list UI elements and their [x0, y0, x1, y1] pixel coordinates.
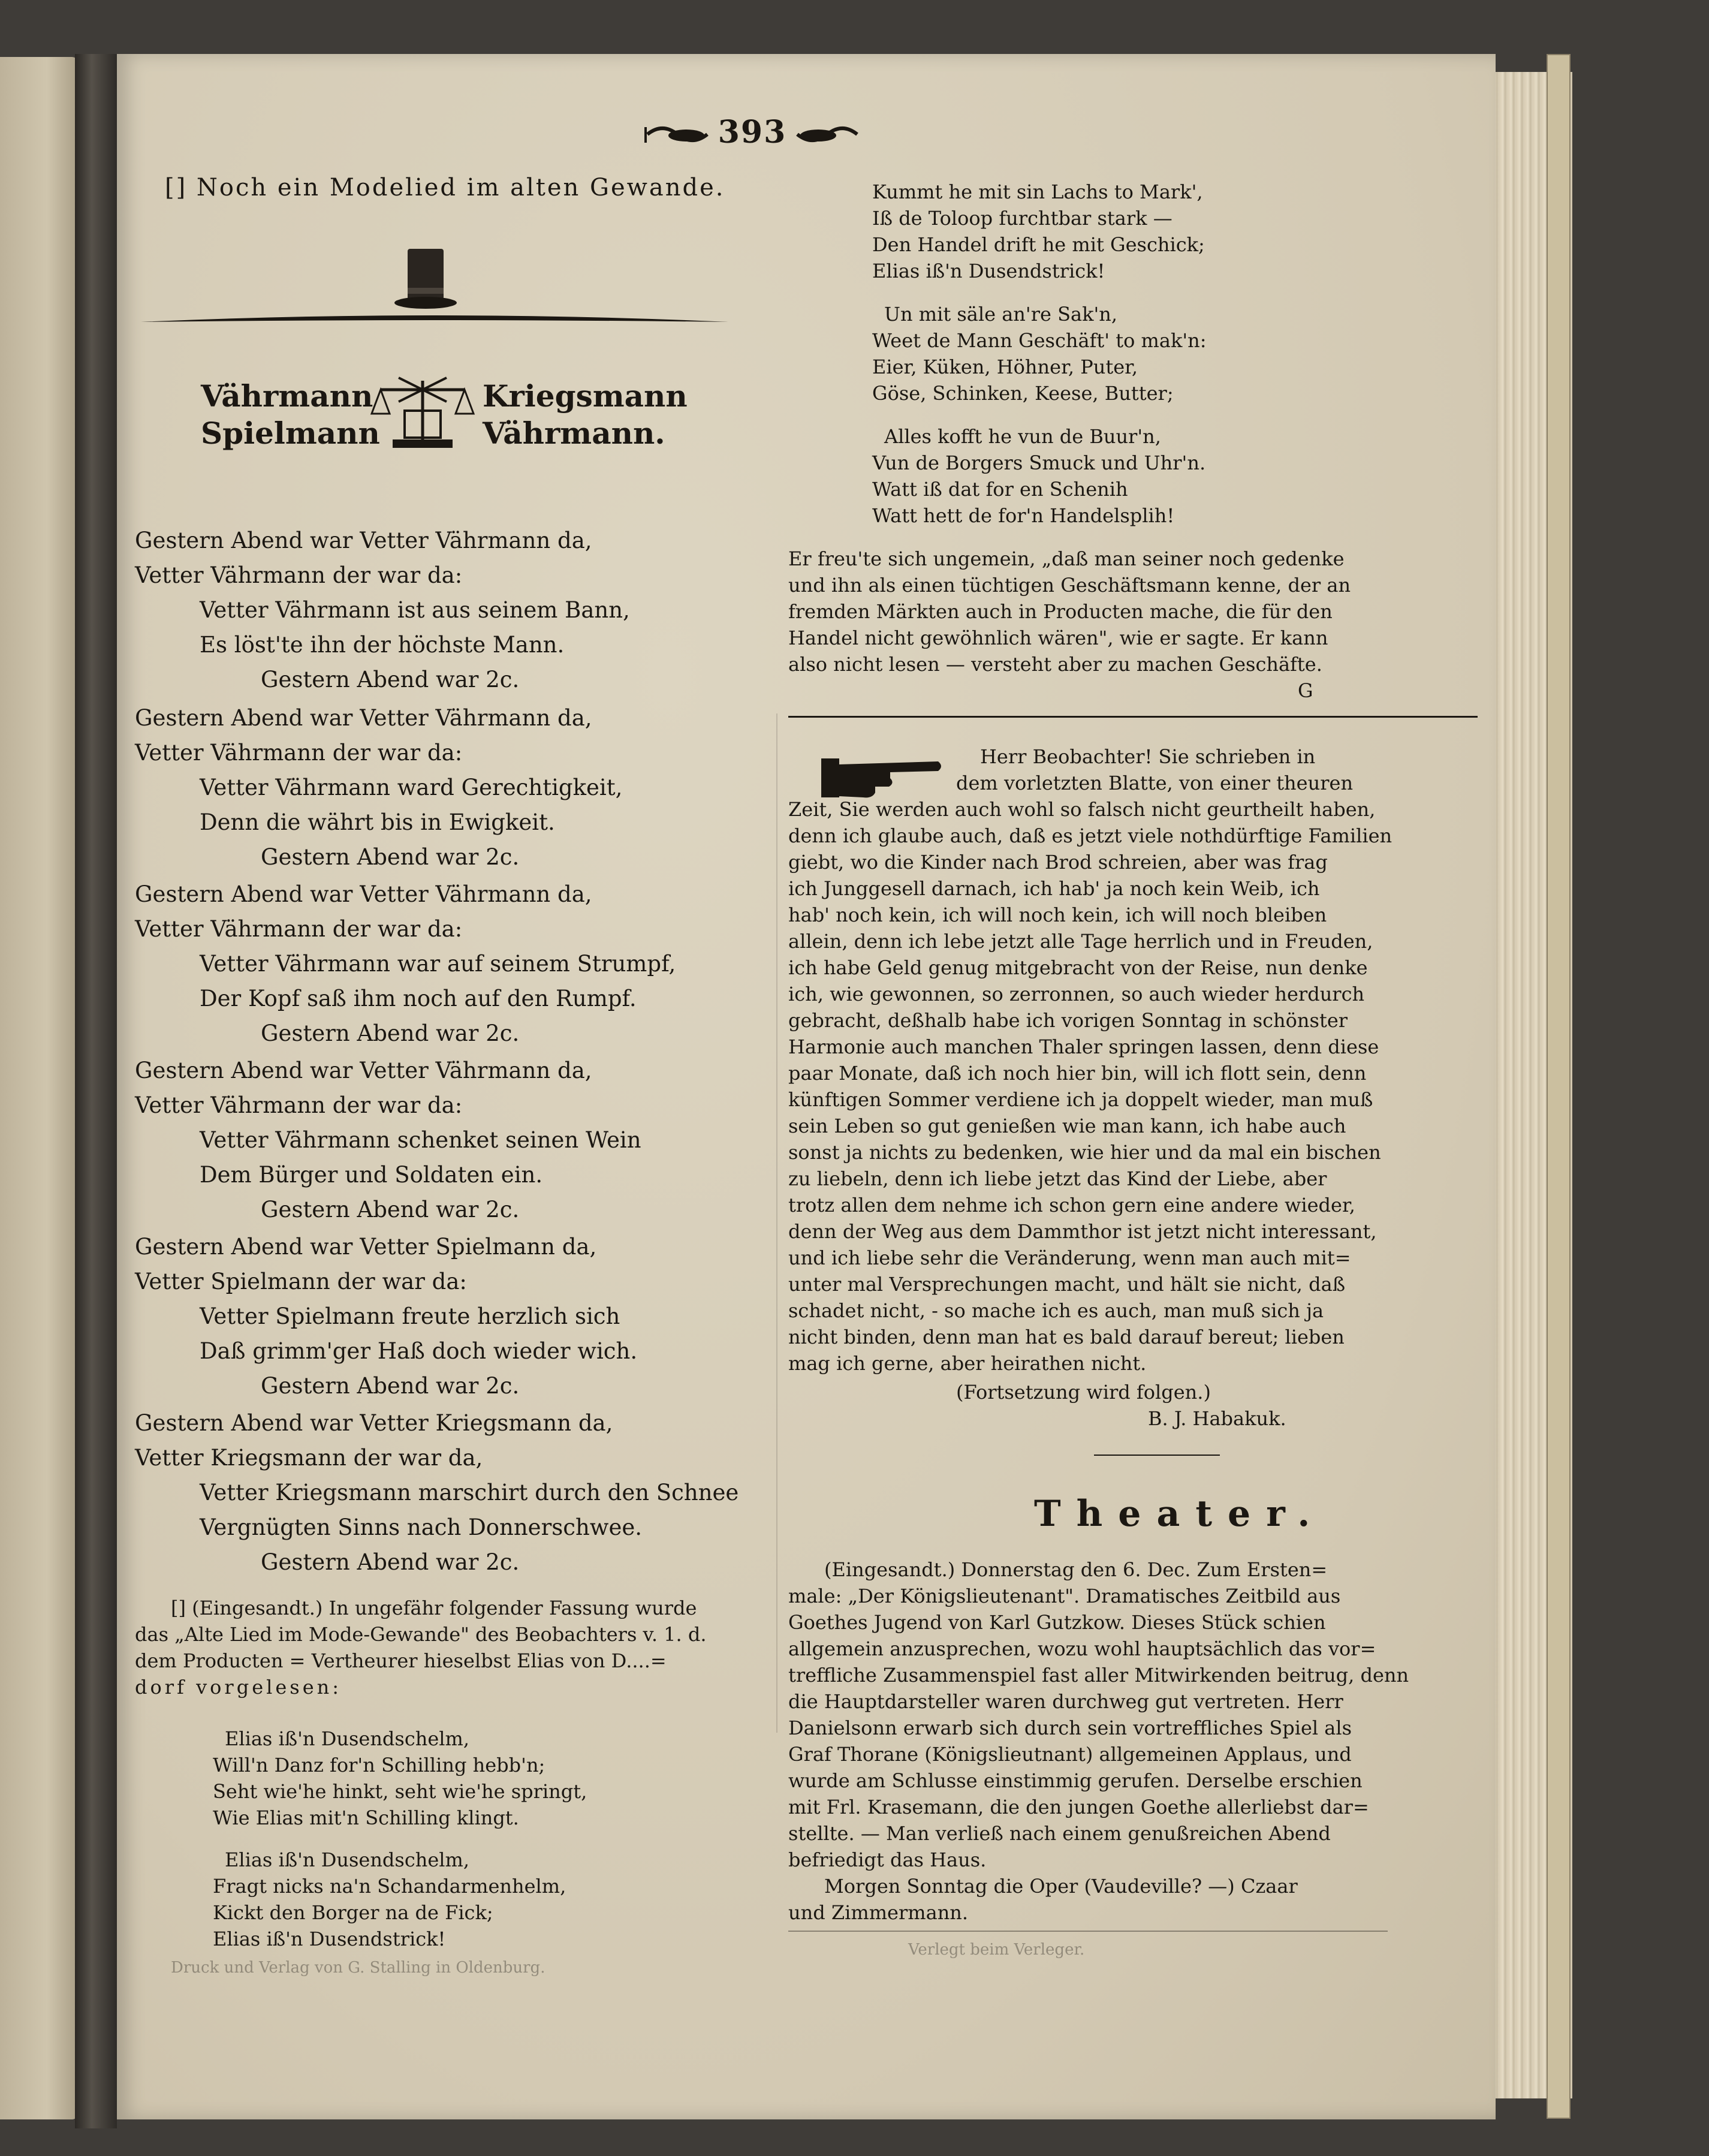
stanza-line: Vetter Vährmann der war da: [135, 562, 463, 588]
adjacent-page-edge [0, 57, 78, 2119]
stanza-line: Vetter Vährmann ward Gerechtigkeit, [200, 775, 623, 800]
letter-line: ich, wie gewonnen, so zerronnen, so auch wieder herdurch [788, 983, 1365, 1005]
top-hat-icon [393, 246, 459, 312]
stanza-refrain: Gestern Abend war 2c. [261, 1549, 520, 1575]
verse-line: Wie Elias mit'n Schilling klingt. [213, 1806, 519, 1829]
verse-line: Elias iß'n Dusendstrick! [872, 260, 1105, 282]
stanza-line: Vetter Spielmann der war da: [135, 1269, 467, 1294]
verse-line: Weet de Mann Geschäft' to mak'n: [872, 329, 1207, 352]
verse-line: Alles kofft he vun de Buur'n, [884, 425, 1161, 448]
stanza-line: Gestern Abend war Vetter Kriegsmann da, [135, 1410, 613, 1436]
stanza-line: Daß grimm'ger Haß doch wieder wich. [200, 1338, 638, 1364]
verse-line: Elias iß'n Dusendstrick! [213, 1928, 446, 1950]
letter-line: ich habe Geld genug mitgebracht von der Reise, nun denke [788, 956, 1368, 979]
verse-line: Kickt den Borger na de Fick; [213, 1901, 493, 1924]
review-line: die Hauptdarsteller waren durchweg gut vertreten. Herr [788, 1690, 1343, 1713]
prose-signature: G [1298, 679, 1313, 702]
right-ornament-icon [794, 122, 860, 146]
letter-line: paar Monate, daß ich noch hier bin, will ich flott sein, denn [788, 1062, 1367, 1085]
letter-line: dem vorletzten Blatte, von einer theuren [956, 772, 1354, 794]
stanza-refrain: Gestern Abend war 2c. [261, 1373, 520, 1399]
letter-line: trotz allen dem nehme ich schon gern eine andere wieder, [788, 1194, 1355, 1216]
theater-heading: Theater. [1034, 1493, 1326, 1535]
review-line: Goethes Jugend von Karl Gutzkow. Dieses Stück schien [788, 1611, 1326, 1634]
review-line: Morgen Sonntag die Oper (Vaudeville? —) Czaar [824, 1875, 1298, 1898]
book-cover-edge [1547, 54, 1571, 2119]
newspaper-page [117, 54, 1496, 2119]
letter-line: giebt, wo die Kinder nach Brod schreien, aber was frag [788, 851, 1328, 874]
page-number: 393 [718, 114, 787, 150]
scales-of-justice-icon [369, 375, 477, 453]
verse-line: Elias iß'n Dusendschelm, [225, 1848, 470, 1871]
stanza-line: Vetter Vährmann der war da: [135, 916, 463, 942]
letter-line: Zeit, Sie werden auch wohl so falsch nicht geurtheilt haben, [788, 798, 1376, 821]
review-line: mit Frl. Krasemann, die den jungen Goethe allerliebst dar= [788, 1796, 1369, 1818]
stanza-line: Vergnügten Sinns nach Donnerschwee. [200, 1514, 643, 1540]
verse-line: Iß de Toloop furchtbar stark — [872, 207, 1173, 230]
stanza-line: Vetter Kriegsmann der war da, [135, 1445, 483, 1471]
stanza-refrain: Gestern Abend war 2c. [261, 1020, 520, 1046]
note-line: [] (Eingesandt.) In ungefähr folgender Fassung wurde [171, 1597, 697, 1619]
short-rule [1094, 1455, 1220, 1456]
letter-signature: B. J. Habakuk. [1148, 1407, 1286, 1430]
letter-line: nicht binden, denn man hat es bald darauf bereut; lieben [788, 1326, 1345, 1348]
letter-line: unter mal Versprechungen macht, und hält sie nicht, daß [788, 1273, 1346, 1296]
note-line: dem Producten = Vertheurer hieselbst Elias von D....= [135, 1649, 667, 1672]
stanza-line: Gestern Abend war Vetter Vährmann da, [135, 881, 592, 907]
stanza-line: Vetter Vährmann der war da: [135, 1092, 463, 1118]
prose-line: fremden Märkten auch in Producten mache, die für den [788, 600, 1333, 623]
letter-line: Harmonie auch manchen Thaler springen lassen, denn diese [788, 1035, 1379, 1058]
stanza-line: Vetter Vährmann ist aus seinem Bann, [200, 597, 630, 623]
verse-line: Fragt nicks na'n Schandarmenhelm, [213, 1875, 566, 1898]
letter-continued: (Fortsetzung wird folgen.) [956, 1381, 1211, 1404]
page-header [117, 114, 1496, 162]
review-line: allgemein anzusprechen, wozu wohl hauptsächlich das vor= [788, 1637, 1376, 1660]
stanza-line: Vetter Vährmann war auf seinem Strumpf, [200, 951, 676, 977]
review-line: male: „Der Königslieutenant". Dramatisches Zeitbild aus [788, 1585, 1341, 1607]
bleed-through-text: Druck und Verlag von G. Stalling in Oldenburg. [171, 1959, 545, 1977]
prose-line: also nicht lesen — versteht aber zu machen Geschäfte. [788, 653, 1322, 676]
verse-line: Elias iß'n Dusendschelm, [225, 1727, 470, 1750]
verse-line: Göse, Schinken, Keese, Butter; [872, 382, 1174, 405]
bottom-rule [788, 1931, 1388, 1932]
review-line: und Zimmermann. [788, 1901, 969, 1924]
verse-line: Watt hett de for'n Handelsplih! [872, 504, 1175, 527]
letter-line: zu liebeln, denn ich liebe jetzt das Kind der Liebe, aber [788, 1167, 1327, 1190]
letter-line: denn ich glaube auch, daß es jetzt viele nothdürftige Familien [788, 824, 1392, 847]
stanza-line: Gestern Abend war Vetter Vährmann da, [135, 528, 592, 553]
review-line: (Eingesandt.) Donnerstag den 6. Dec. Zum Ersten= [824, 1558, 1328, 1581]
stanza-refrain: Gestern Abend war 2c. [261, 1197, 520, 1222]
review-line: befriedigt das Haus. [788, 1848, 987, 1871]
letter-line: sein Leben so gut genießen wie man kann, ich habe auch [788, 1115, 1346, 1137]
verse-line: Kummt he mit sin Lachs to Mark', [872, 180, 1203, 203]
letter-line: denn der Weg aus dem Dammthor ist jetzt nicht interessant, [788, 1220, 1377, 1243]
verse-line: Vun de Borgers Smuck und Uhr'n. [872, 451, 1206, 474]
stanza-line: Vetter Kriegsmann marschirt durch den Schnee [200, 1480, 739, 1505]
prose-line: Handel nicht gewöhnlich wären", wie er sagte. Er kann [788, 627, 1328, 649]
decorative-rule [135, 309, 734, 333]
name-vaehrmann-2: Vährmann. [483, 415, 665, 451]
letter-line: allein, denn ich lebe jetzt alle Tage herrlich und in Freuden, [788, 930, 1373, 953]
verse-line: Un mit säle an're Sak'n, [884, 303, 1118, 326]
verse-line: Den Handel drift he mit Geschick; [872, 233, 1205, 256]
stanza-line: Der Kopf saß ihm noch auf den Rumpf. [200, 986, 637, 1011]
review-line: Graf Thorane (Königslieutnant) allgemeinen Applaus, und [788, 1743, 1352, 1766]
stanza-line: Gestern Abend war Vetter Vährmann da, [135, 1058, 592, 1083]
verse-line: Seht wie'he hinkt, seht wie'he springt, [213, 1780, 587, 1803]
letter-line: sonst ja nichts zu bedenken, wie hier und da mal ein bischen [788, 1141, 1381, 1164]
stanza-refrain: Gestern Abend war 2c. [261, 667, 520, 692]
stanza-line: Gestern Abend war Vetter Spielmann da, [135, 1234, 597, 1260]
song-title: [] Noch ein Modelied im alten Gewande. [165, 174, 725, 201]
stanza-line: Gestern Abend war Vetter Vährmann da, [135, 705, 592, 731]
name-vaehrmann-1: Vährmann [201, 378, 373, 414]
prose-line: Er freu'te sich ungemein, „daß man seiner noch gedenke [788, 547, 1345, 570]
book-gutter [75, 54, 117, 2128]
pointing-hand-icon [818, 743, 944, 803]
name-spielmann: Spielmann [201, 415, 380, 451]
letter-line: Herr Beobachter! Sie schrieben in [980, 745, 1316, 768]
name-kriegsmann: Kriegsmann [483, 378, 688, 414]
review-line: stellte. — Man verließ nach einem genußreichen Abend [788, 1822, 1331, 1845]
letter-line: schadet nicht, - so mache ich es auch, man muß sich ja [788, 1299, 1324, 1322]
letter-line: ich Junggesell darnach, ich hab' ja noch kein Weib, ich [788, 877, 1320, 900]
verse-line: Eier, Küken, Höhner, Puter, [872, 356, 1138, 378]
stanza-line: Vetter Vährmann der war da: [135, 740, 463, 766]
column-divider [776, 713, 777, 1733]
stanza-line: Es löst'te ihn der höchste Mann. [200, 632, 565, 658]
verse-line: Will'n Danz for'n Schilling hebb'n; [213, 1754, 545, 1776]
stanza-refrain: Gestern Abend war 2c. [261, 844, 520, 870]
letter-line: hab' noch kein, ich will noch kein, ich will noch bleiben [788, 904, 1327, 926]
stanza-line: Vetter Vährmann schenket seinen Wein [200, 1127, 641, 1153]
review-line: wurde am Schlusse einstimmig gerufen. Derselbe erschien [788, 1769, 1363, 1792]
stanza-line: Dem Bürger und Soldaten ein. [200, 1162, 543, 1188]
stanza-line: Denn die währt bis in Ewigkeit. [200, 809, 555, 835]
letter-line: künftigen Sommer verdiene ich ja doppelt wieder, man muß [788, 1088, 1373, 1111]
note-line: dorf vorgelesen: [135, 1676, 342, 1699]
section-rule [788, 716, 1478, 718]
stanza-line: Vetter Spielmann freute herzlich sich [200, 1303, 620, 1329]
review-line: Danielsonn erwarb sich durch sein vortreffliches Spiel als [788, 1717, 1352, 1739]
review-line: treffliche Zusammenspiel fast aller Mitwirkenden beitrug, denn [788, 1664, 1409, 1687]
left-ornament-icon [644, 122, 710, 146]
verse-line: Watt iß dat for en Schenih [872, 478, 1128, 501]
bleed-through-text: Verlegt beim Verleger. [908, 1941, 1085, 1959]
prose-line: und ihn als einen tüchtigen Geschäftsmann kenne, der an [788, 574, 1351, 597]
letter-line: mag ich gerne, aber heirathen nicht. [788, 1352, 1147, 1375]
letter-line: und ich liebe sehr die Veränderung, wenn man auch mit= [788, 1246, 1351, 1269]
letter-line: gebracht, deßhalb habe ich vorigen Sonntag in schönster [788, 1009, 1348, 1032]
note-line: das „Alte Lied im Mode-Gewande" des Beobachters v. 1. d. [135, 1623, 707, 1646]
